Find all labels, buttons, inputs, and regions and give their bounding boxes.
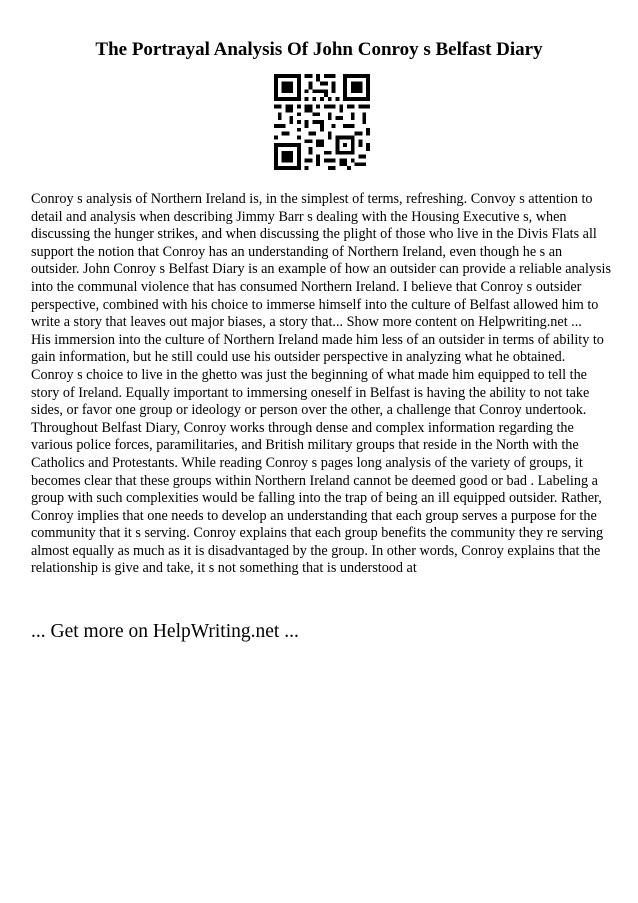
body-paragraph-1: Conroy s analysis of Northern Ireland is, in the simplest of terms, refreshing. Convoy s attention to detail and analysis when describing Jimmy Barr s dealing with the Housing Executive s, when discussing the hunger strikes, and when discussing the plight of those who live in the Divis Flats all support the notion that Conroy has an understanding of Northern Ireland, even though he s an outsider. John Conroy s Belfast Diary is an example of how an outsider can provide a reliable analysis into the communal violence that has consumed Northern Ireland. I believe that Conroy s outsider perspective, combined with his choice to immerse himself into the culture of Belfast allowed him to write a story that leaves out major biases, a story that... Show more content on Helpwriting.net ...	[31, 191, 611, 331]
document-body	[31, 191, 611, 578]
qr-code-icon[interactable]	[274, 74, 370, 170]
get-more-link[interactable]: ... Get more on HelpWriting.net ...	[31, 621, 299, 642]
body-paragraph-2: His immersion into the culture of Northern Ireland made him less of an outsider in terms of ability to gain information, but he still could use his outsider perspective in analyzing what he obtained. Conroy s choice to live in the ghetto was just the beginning of what made him equipped to tell the story of Ireland. Equally important to immersing oneself in Belfast is having the ability to not take sides, or favor one group or ideology or person over the other, a challenge that Conroy undertook. Throughout Belfast Diary, Conroy works through dense and complex information regarding the various police forces, paramilitaries, and British military groups that reside in the North with the Catholics and Protestants. While reading Conroy s pages long analysis of the variety of groups, it becomes clear that these groups within Northern Ireland cannot be deemed good or bad . Labeling a group with such complexities would be falling into the trap of being an ill equipped outsider. Rather, Conroy implies that one needs to develop an understanding that each group serves a purpose for the community that it s serving. Conroy explains that each group benefits the community they re serving almost equally as much as it is disadvantaged by the group. In other words, Conroy explains that the relationship is give and take, it s not something that is understood at	[31, 331, 604, 577]
document-title: The Portrayal Analysis Of John Conroy s Belfast Diary	[95, 39, 543, 60]
